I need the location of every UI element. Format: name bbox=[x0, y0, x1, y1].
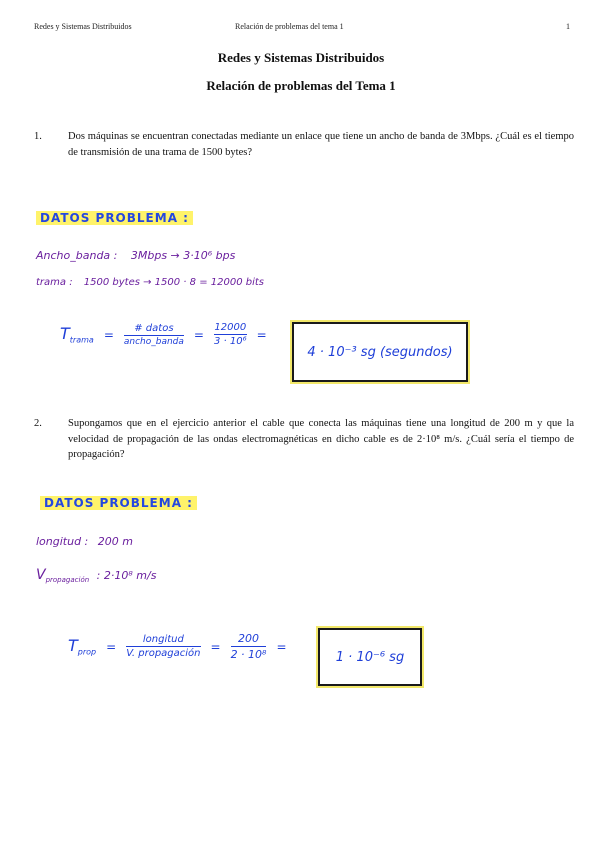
equals-sign: = bbox=[106, 639, 117, 654]
problem-1-number: 1. bbox=[34, 131, 42, 142]
fraction-values: $\frac{200}{\text{2 · 10⁸}}$ bbox=[230, 632, 267, 661]
velocity-label: $V_{propagación}$ bbox=[36, 567, 90, 585]
highlight: DATOS PROBLEMA : bbox=[36, 211, 193, 225]
problem-2-formula bbox=[68, 632, 287, 661]
frame-value: 1500 bytes → 1500 · 8 = 12000 bits bbox=[83, 277, 265, 288]
fraction-formula: $\frac{\text{\# datos}}{\text{ancho\_banda}}$ bbox=[123, 322, 184, 347]
bandwidth-label: Ancho_banda : bbox=[36, 249, 118, 262]
problem-2-data-velocity bbox=[36, 567, 156, 584]
fraction-formula: $\frac{\text{longitud}}{\text{V. propagación}}$ bbox=[126, 634, 201, 659]
equals-sign: = bbox=[103, 327, 114, 342]
velocity-value: : 2·10⁸ m/s bbox=[96, 569, 157, 582]
problem-2-text: Supongamos que en el ejercicio anterior el cable que conecta las máquinas tiene una longitud de 200 m y que la velocidad de propagación de las ondas electromagnéticas en dicho cable es de 2·10⁸ m/s. ¿Cuál sería el tiempo de propagación? bbox=[68, 418, 574, 460]
highlight: DATOS PROBLEMA : bbox=[40, 496, 197, 510]
problem-1-result-box bbox=[292, 322, 468, 382]
length-label: longitud : bbox=[36, 535, 89, 548]
header-center: Relación de problemas del tema 1 bbox=[235, 22, 344, 31]
problem-1-data-bandwidth bbox=[36, 249, 235, 262]
problem-2-notes-heading bbox=[40, 494, 197, 512]
equals-sign: = bbox=[210, 639, 221, 654]
problem-1-text: Dos máquinas se encuentran conectadas mediante un enlace que tiene un ancho de banda de 3Mbps. ¿Cuál es el tiempo de transmisión de una trama de 1500 bytes? bbox=[68, 131, 574, 158]
problem-1-formula bbox=[60, 322, 267, 347]
header-left: Redes y Sistemas Distribuidos bbox=[34, 22, 132, 31]
document-subtitle: Relación de problemas del Tema 1 bbox=[206, 78, 396, 93]
problem-2-number: 2. bbox=[34, 418, 42, 429]
fraction-values: $\frac{12000}{\text{3 · 10⁶}}$ bbox=[213, 322, 247, 347]
problem-1-data-frame bbox=[36, 277, 264, 288]
formula-lhs: $T_{trama}$ bbox=[60, 324, 94, 345]
length-value: 200 m bbox=[97, 535, 133, 548]
equals-sign: = bbox=[276, 639, 287, 654]
problem-2-data-length bbox=[36, 535, 133, 548]
problem-1-notes-heading bbox=[36, 209, 193, 227]
problem-2-result-box bbox=[318, 628, 422, 686]
result-value: 1 · 10⁻⁶ sg bbox=[335, 649, 405, 665]
document-title: Redes y Sistemas Distribuidos bbox=[217, 50, 385, 65]
formula-lhs: $T_{prop}$ bbox=[68, 636, 97, 657]
frame-label: trama : bbox=[36, 277, 73, 288]
equals-sign: = bbox=[256, 327, 267, 342]
page-number: 1 bbox=[566, 22, 570, 31]
bandwidth-value: 3Mbps → 3·10⁶ bps bbox=[130, 249, 236, 262]
equals-sign: = bbox=[193, 327, 204, 342]
result-value: 4 · 10⁻³ sg (segundos) bbox=[307, 344, 453, 360]
